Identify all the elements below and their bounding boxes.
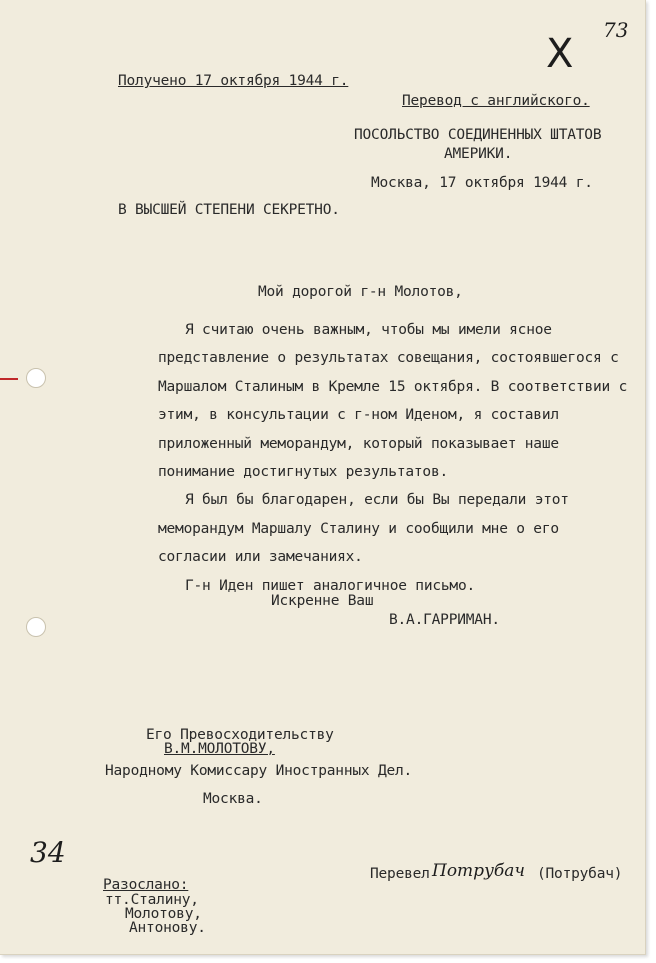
letter-paragraph: Я считаю очень важным, чтобы мы имели ясное представление о результатах совещания, состоявшегося с Маршалом Сталиным в Кремле 15 октября. В соответствии с этим, в консультации с г-ном Иденом, я составил приложенный меморандум, который показывает наше понимание достигнутых результатов. bbox=[158, 322, 628, 481]
salutation: Мой дорогой г-н Молотов, bbox=[258, 284, 463, 300]
classification-heading: В ВЫСШЕЙ СТЕПЕНИ СЕКРЕТНО. bbox=[118, 202, 340, 218]
translation-note: Перевод с английского. bbox=[402, 93, 590, 109]
closing: Искренне Ваш bbox=[271, 593, 374, 609]
letter-paragraph: Я был бы благодарен, если бы Вы передали этот меморандум Маршалу Сталину и сообщили мне о его согласии или замечаниях. bbox=[158, 492, 569, 566]
distribution-recipient: Антонову. bbox=[129, 920, 206, 936]
place-and-date: Москва, 17 октября 1944 г. bbox=[371, 175, 593, 191]
translator-name: (Потрубач) bbox=[537, 866, 623, 882]
translator-label: Перевел bbox=[370, 866, 430, 882]
punch-hole-top bbox=[26, 368, 46, 388]
handwritten-folio-number: 34 bbox=[30, 836, 66, 869]
letter-paragraph: Г-н Иден пишет аналогичное письмо. bbox=[185, 577, 476, 594]
distribution-label: Разослано: bbox=[103, 877, 189, 893]
distribution-recipient: тт.Сталину, bbox=[105, 892, 199, 908]
red-margin-mark bbox=[0, 378, 18, 380]
signature: В.А.ГАРРИМАН. bbox=[389, 612, 500, 628]
punch-hole-bottom bbox=[26, 617, 46, 637]
letter-body bbox=[158, 316, 628, 600]
embassy-name-line1: ПОСОЛЬСТВО СОЕДИНЕННЫХ ШТАТОВ bbox=[354, 127, 602, 143]
handwritten-page-number: 73 bbox=[603, 18, 629, 42]
addressee-title: Его Превосходительству bbox=[146, 727, 334, 743]
translator-signature: Потрубач bbox=[432, 861, 526, 881]
handwritten-x-mark: X bbox=[546, 31, 574, 77]
addressee-position: Народному Комиссару Иностранных Дел. bbox=[105, 763, 413, 779]
received-date: Получено 17 октября 1944 г. bbox=[118, 73, 349, 89]
distribution-recipient: Молотову, bbox=[125, 906, 202, 922]
addressee-city: Москва. bbox=[203, 791, 263, 807]
addressee-name: В.М.МОЛОТОВУ, bbox=[164, 741, 275, 757]
embassy-name-line2: АМЕРИКИ. bbox=[444, 146, 513, 162]
